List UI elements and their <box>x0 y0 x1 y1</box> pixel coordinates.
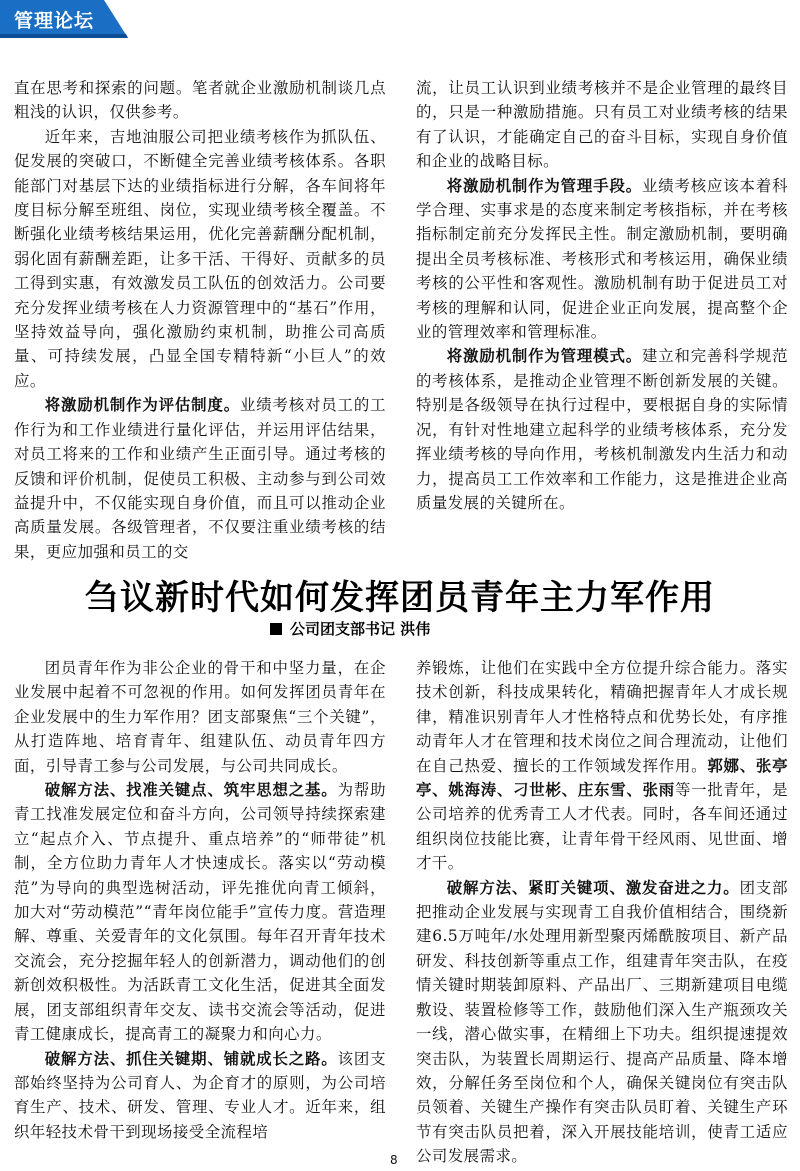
paragraph-heading: 破解方法、抓住关键期、铺就成长之路。 <box>44 1049 338 1068</box>
article1-left-column <box>14 76 386 564</box>
paragraph-heading: 将激励机制作为管理模式。 <box>446 347 642 366</box>
page-number: 8 <box>390 1153 398 1167</box>
paragraph: 流，让员工认识到业绩考核并不是企业管理的最终目的，只是一种激励措施。只有员工对业绩考核的结果有了认识，才能确定自己的奋斗目标，实现自身价值和企业的战略目标。 <box>416 79 788 171</box>
article2-left-column <box>14 656 386 1144</box>
paragraph: 将激励机制作为管理模式。建立和完善科学规范的考核体系，是推动企业管理不断创新发展的关键。特别是各级领导在执行过程中，要根据自身的实际情况，有针对性地建立起科学的业绩考核体系，充分发挥业绩考核的导向作用，考核机制激发内生活力和动力，提高员工工作效率和工作能力，这是推进企业高质量发展的关键所在。 <box>416 347 788 512</box>
square-bullet-icon <box>270 623 282 635</box>
article2-right-column <box>416 656 788 1169</box>
byline: 公司团支部书记 洪伟 <box>270 618 430 639</box>
paragraph: 近年来，吉地油服公司把业绩考核作为抓队伍、促发展的突破口，不断健全完善业绩考核体系。各职能部门对基层下达的业绩指标进行分解，各车间将年度目标分解至班组、岗位，实现业绩考核全覆盖。不断强化业绩考核结果运用，优化完善薪酬分配机制，弱化固有薪酬差距，让多干活、干得好、贡献多的员工得到实惠，有效激发员工队伍的创效活力。公司要充分发挥业绩考核在人力资源管理中的“基石”作用，坚持效益导向，强化激励约束机制，助推公司高质量、可持续发展，凸显全国专精特新“小巨人”的效应。 <box>14 127 386 390</box>
paragraph: 将激励机制作为评估制度。业绩考核对员工的工作行为和工作业绩进行量化评估，并运用评估结果，对员工将来的工作和业绩产生正面引导。通过考核的反馈和评价机制，促使员工积极、主动参与到公司效益提升中，不仅能实现自身价值，而且可以推动企业高质量发展。各级管理者，不仅要注重业绩考核的结果，更应加强和员工的交 <box>14 396 386 561</box>
paragraph: 团员青年作为非公企业的骨干和中坚力量，在企业发展中起着不可忽视的作用。如何发挥团员青年在企业发展中的生力军作用？团支部聚焦“三个关键”，从打造阵地、培育青年、组建队伍、动员青年四方面，引导青工参与公司发展，与公司共同成长。 <box>14 659 386 775</box>
paragraph: 破解方法、紧盯关键项、激发奋进之力。团支部把推动企业发展与实现青工自我价值相结合，围绕新建6.5万吨年/水处理用新型聚丙烯酰胺项目、新产品研发、科技创新等重点工作，组建青年突击队，在疫情关键时期装卸原料、产品出厂、三期新建项目电缆敷设、装置检修等工作，鼓励他们深入生产瓶颈攻关一线，潜心做实事，在精细上下功夫。组织提速提效突击队，为装置长周期运行、提高产品质量、降本增效，分解任务至岗位和个人，确保关键岗位有突击队员领着、关键生产操作有突击队员盯着、关键生产环节有突击队员把着，深入开展技能培训，使青工适应公司发展需求。 <box>416 878 788 1166</box>
article-title: 刍议新时代如何发挥团员青年主力军作用 <box>85 578 715 618</box>
paragraph: 破解方法、抓住关键期、铺就成长之路。该团支部始终坚持为公司育人、为企育才的原则，为公司培育生产、技术、研发、管理、专业人才。近年来，组织年轻技术骨干到现场接受全流程培 <box>14 1049 386 1141</box>
section-tag: 管理论坛 <box>14 10 95 32</box>
names-highlight: 郭娜、张亭亭、姚海涛、刁世彬、庄东雪、张雨 <box>416 756 788 800</box>
paragraph: 直在思考和探索的问题。笔者就企业激励机制谈几点粗浅的认识，仅供参考。 <box>14 79 386 122</box>
paragraph-heading: 破解方法、紧盯关键项、激发奋进之力。 <box>446 878 740 897</box>
paragraph-heading: 将激励机制作为管理手段。 <box>446 176 642 195</box>
section-tab <box>0 0 128 38</box>
article1-right-column <box>416 76 788 515</box>
paragraph-heading: 将激励机制作为评估制度。 <box>44 396 240 415</box>
paragraph: 破解方法、找准关键点、筑牢思想之基。为帮助青工找准发展定位和奋斗方向，公司领导持续探索建立“起点介入、节点提升、重点培养”的“师带徒”机制，全方位助力青年人才快速成长。落实以“劳动模范”为导向的典型选树活动，评先推优向青工倾斜，加大对“劳动模范”“青年岗位能手”宣传力度。营造理解、尊重、关爱青年的文化氛围。每年召开青年技术交流会，充分挖掘年轻人的创新潜力，调动他们的创新创效积极性。为活跃青工文化生活，促进其全面发展，团支部组织青年交友、读书交流会等活动，促进青工健康成长，提高青工的凝聚力和向心力。 <box>14 781 386 1044</box>
paragraph: 将激励机制作为管理手段。业绩考核应该本着科学合理、实事求是的态度来制定考核指标，并在考核指标制定前充分发挥民主性。制定激励机制，要明确提出全员考核标准、考核形式和考核运用，确保业绩考核的公平性和客观性。激励机制有助于促进员工对考核的理解和认同，促进企业正向发展，提高整个企业的管理效率和管理标准。 <box>416 176 788 342</box>
paragraph: 养锻炼，让他们在实践中全方位提升综合能力。落实技术创新，科技成果转化，精确把握青年人才成长规律，精准识别青年人才性格特点和优势长处，有序推动青年人才在管理和技术岗位之间合理流动，让他们在自己热爱、擅长的工作领域发挥作用。郭娜、张亭亭、姚海涛、刁世彬、庄东雪、张雨等一批青年，是公司培养的优秀青工人才代表。同时，各车间还通过组织岗位技能比赛，让青年骨干经风雨、见世面、增才干。 <box>416 659 788 873</box>
paragraph-heading: 破解方法、找准关键点、筑牢思想之基。 <box>44 781 338 800</box>
